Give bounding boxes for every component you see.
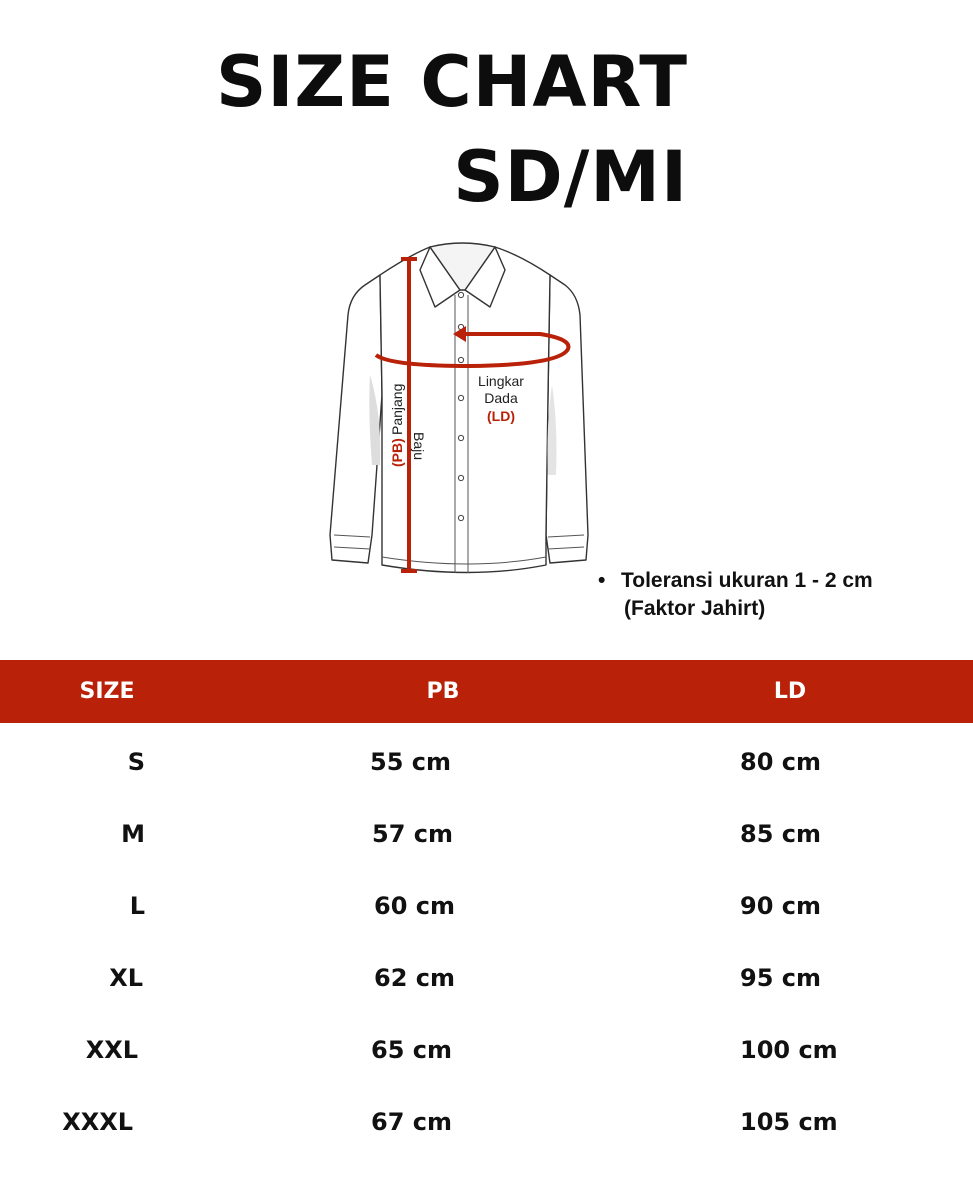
ld-label-line1: Lingkar — [478, 373, 524, 389]
shirt-diagram — [320, 235, 610, 595]
cell-size: XL — [109, 964, 143, 992]
cell-ld: 85 cm — [740, 820, 821, 848]
cell-ld: 105 cm — [740, 1108, 838, 1136]
cell-size: S — [127, 748, 145, 776]
cell-pb: 57 cm — [372, 820, 453, 848]
cell-pb: 55 cm — [370, 748, 451, 776]
cell-ld: 100 cm — [740, 1036, 838, 1064]
table-row — [0, 1086, 973, 1158]
bullet-icon: • — [598, 569, 606, 592]
pb-word-baju: Baju — [411, 432, 427, 461]
cell-ld: 95 cm — [740, 964, 821, 992]
tolerance-text: Toleransi ukuran 1 - 2 cm — [621, 569, 873, 592]
cell-size: L — [129, 892, 145, 920]
cell-size: XXL — [85, 1036, 138, 1064]
cell-size: XXXL — [62, 1108, 133, 1136]
cell-pb: 60 cm — [374, 892, 455, 920]
table-row — [0, 870, 973, 942]
cell-pb: 62 cm — [374, 964, 455, 992]
cell-ld: 80 cm — [740, 748, 821, 776]
ld-abbr-label: (LD) — [487, 408, 515, 424]
table-row — [0, 942, 973, 1014]
table-row — [0, 726, 973, 798]
header-size: SIZE — [79, 679, 135, 704]
table-row — [0, 1014, 973, 1086]
cell-pb: 65 cm — [371, 1036, 452, 1064]
header-pb: PB — [426, 679, 460, 704]
table-header — [0, 660, 973, 723]
cell-ld: 90 cm — [740, 892, 821, 920]
pb-word-panjang: Panjang — [389, 383, 405, 435]
header-ld: LD — [773, 679, 807, 704]
pb-abbr-label: (PB) — [389, 438, 405, 467]
page-subtitle: SD/MI — [453, 136, 688, 218]
cell-size: M — [121, 820, 145, 848]
ld-label-line2: Dada — [484, 390, 518, 406]
cell-pb: 67 cm — [371, 1108, 452, 1136]
page-title: SIZE CHART — [215, 41, 688, 123]
tolerance-subtext: (Faktor Jahirt) — [624, 597, 766, 620]
table-row — [0, 798, 973, 870]
